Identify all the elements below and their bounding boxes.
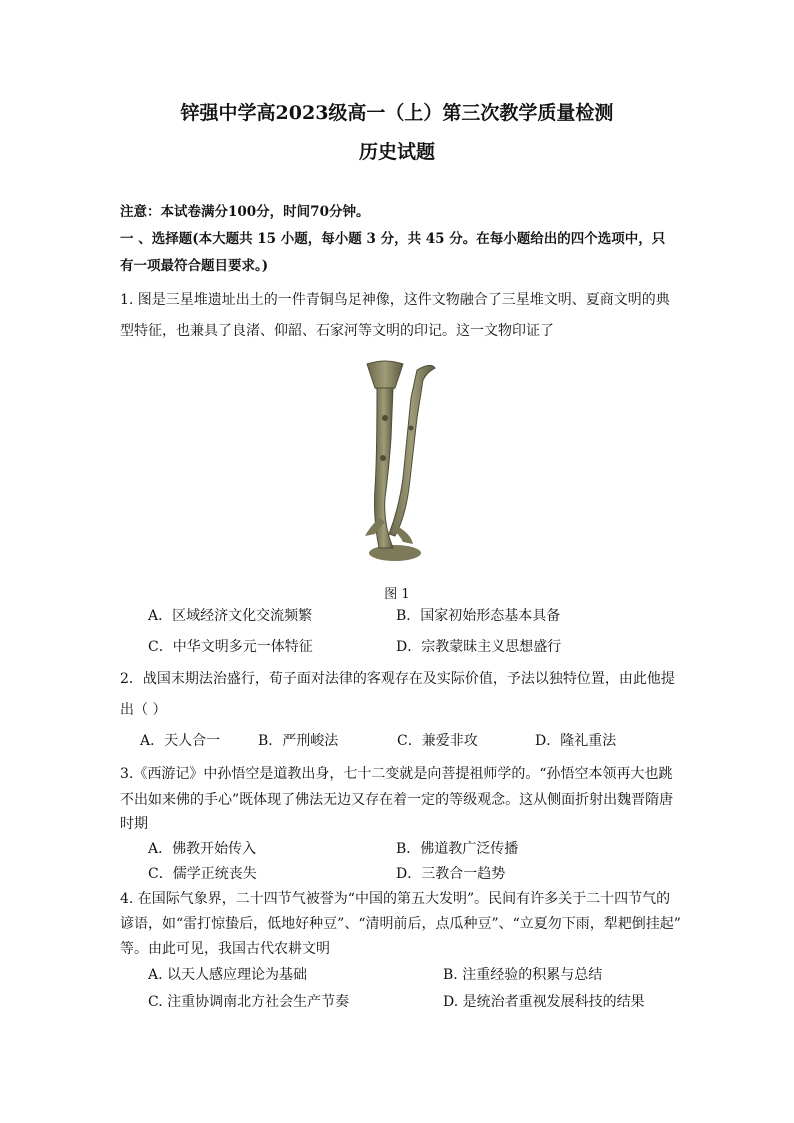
question-4-option-c: C. 注重协调南北方社会生产节奏 <box>148 994 350 1010</box>
question-2-option-c: C．兼爱非攻 <box>397 733 478 749</box>
question-3-option-b: B．佛道教广泛传播 <box>396 841 519 857</box>
question-3-line-3: 时期 <box>120 816 148 832</box>
question-3-option-c: C．儒学正统丧失 <box>148 866 257 882</box>
question-2-option-a: A．天人合一 <box>140 733 221 749</box>
question-2-line-2: 出（ ） <box>120 702 167 718</box>
exam-title: 锌强中学高2023级高一（上）第三次教学质量检测 <box>180 102 614 124</box>
question-4-line-2: 谚语，如“雷打惊蛰后，低地好种豆”、“清明前后，点瓜种豆”、“立夏勿下雨，犁耙倒挂起” <box>120 916 681 932</box>
question-1-option-c: C．中华文明多元一体特征 <box>148 639 313 655</box>
question-4-line-1: 4. 在国际气象界，二十四节气被誉为“中国的第五大发明”。民间有许多关于二十四节气的 <box>120 891 671 907</box>
question-4-line-3: 等。由此可见，我国古代农耕文明 <box>120 941 330 957</box>
question-2-option-b: B．严刑峻法 <box>258 733 339 749</box>
question-4-option-d: D. 是统治者重视发展科技的结果 <box>443 994 645 1010</box>
question-3-line-2: 不出如来佛的手心”既体现了佛法无边又存在着一定的等级观念。这从侧面折射出魏晋隋唐 <box>120 792 674 808</box>
bronze-statue-image <box>355 358 445 563</box>
question-1-option-b: B．国家初始形态基本具备 <box>396 608 561 624</box>
notice-text: 注意：本试卷满分100分，时间70分钟。 <box>120 204 370 220</box>
question-4-option-b: B. 注重经验的积累与总结 <box>443 967 603 983</box>
section-heading-line-2: 有一项最符合题目要求。) <box>120 258 269 274</box>
figure-1-caption: 图 1 <box>384 587 410 602</box>
question-3-option-d: D．三教合一趋势 <box>396 866 506 882</box>
section-heading-line-1: 一 、选择题(本大题共 15 小题，每小题 3 分，共 45 分。在每小题给出的四个选项中，只 <box>120 231 666 247</box>
question-1-line-2: 型特征，也兼具了良渚、仰韶、石家河等文明的印记。这一文物印证了 <box>120 323 554 339</box>
question-1-option-a: A．区域经济文化交流频繁 <box>148 608 313 624</box>
question-1-line-1: 1. 图是三星堆遗址出土的一件青铜鸟足神像，这件文物融合了三星堆文明、夏商文明的典 <box>120 292 670 308</box>
question-2-option-d: D．隆礼重法 <box>535 733 617 749</box>
question-1-option-d: D．宗教蒙昧主义思想盛行 <box>396 639 562 655</box>
question-3-line-1: 3.《西游记》中孙悟空是道教出身，七十二变就是向菩提祖师学的。“孙悟空本领再大也跳 <box>120 766 673 782</box>
exam-subtitle: 历史试题 <box>358 141 435 163</box>
question-2-line-1: 2．战国末期法治盛行，荀子面对法律的客观存在及实际价值，予法以独特位置，由此他提 <box>120 671 675 687</box>
question-3-option-a: A．佛教开始传入 <box>148 841 257 857</box>
question-4-option-a: A. 以天人感应理论为基础 <box>148 967 308 983</box>
